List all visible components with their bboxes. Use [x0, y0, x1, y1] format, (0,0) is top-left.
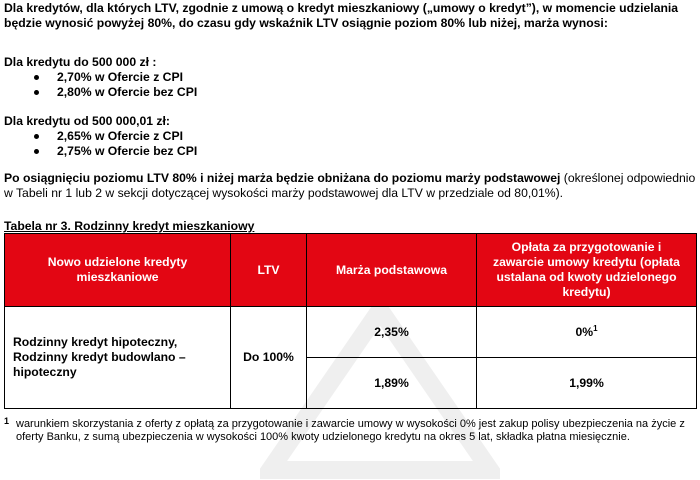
- list-item: 2,75% w Ofercie bez CPI: [4, 144, 197, 159]
- list-item: 2,80% w Ofercie bez CPI: [4, 85, 197, 100]
- list-item: 2,65% w Ofercie z CPI: [4, 129, 197, 144]
- list-item: 2,70% w Ofercie z CPI: [4, 70, 197, 85]
- fee-value: 0%: [575, 324, 594, 339]
- header-fee: Opłata za przygotowanie i zawarcie umowy kredytu (opłata ustalana od kwoty udzielonego kredytu): [477, 234, 697, 307]
- bullet-list-up-to-500k: [4, 70, 197, 100]
- table-row: [5, 307, 697, 358]
- margin-reduction-paragraph: [4, 171, 696, 201]
- table-title: Tabela nr 3. Rodzinny kredyt mieszkaniowy: [4, 219, 255, 233]
- header-margin: Marża podstawowa: [307, 234, 477, 307]
- section-heading-from-500k: Dla kredytu od 500 000,01 zł:: [4, 114, 170, 128]
- product-cell: Rodzinny kredyt hipoteczny, Rodzinny kredyt budowlano – hipoteczny: [5, 307, 231, 409]
- footnote-text: warunkiem skorzystania z oferty z opłatą za przygotowanie i zawarcie umowy w wysokości 0% jest zakup polisy ubezpieczenia na życie z oferty Banku, z sumą ubezpieczenia w wysokości 100% kwoty udzielonego kredytu na okres 5 lat, składka płatna miesięcznie.: [16, 418, 685, 443]
- header-ltv: LTV: [231, 234, 307, 307]
- section-heading-up-to-500k: Dla kredytu do 500 000 zł :: [4, 55, 157, 69]
- intro-text: Dla kredytów, dla których LTV, zgodnie z umową o kredyt mieszkaniowy („umowy o kredyt”), w momencie udzielania będzie wynosić powyżej 80%, do czasu gdy wskaźnik LTV osiągnie poziom 80% lub niżej, marża wynosi:: [4, 1, 679, 30]
- header-product: Nowo udzielone kredyty mieszkaniowe: [5, 234, 231, 307]
- footnote-ref: 1: [593, 323, 598, 333]
- margin-cell: 2,35%: [307, 307, 477, 358]
- ltv-cell: Do 100%: [231, 307, 307, 409]
- margin-cell: 1,89%: [307, 358, 477, 409]
- table-header-row: [5, 234, 697, 307]
- bullet-list-from-500k: [4, 129, 197, 159]
- footnote-number: 1: [4, 416, 10, 426]
- footnote: [4, 418, 696, 444]
- paragraph-rest: (określonej odpowiednio w Tabeli nr 1 lub 2 w sekcji dotyczącej wysokości marży podstawowej dla LTV w przedziale od 80,01%).: [4, 171, 696, 200]
- rate-table: [4, 233, 697, 409]
- fee-cell: [477, 307, 697, 358]
- fee-cell: 1,99%: [477, 358, 697, 409]
- paragraph-bold: Po osiągnięciu poziomu LTV 80% i niżej marża będzie obniżana do poziomu marży podstawowej: [4, 171, 561, 185]
